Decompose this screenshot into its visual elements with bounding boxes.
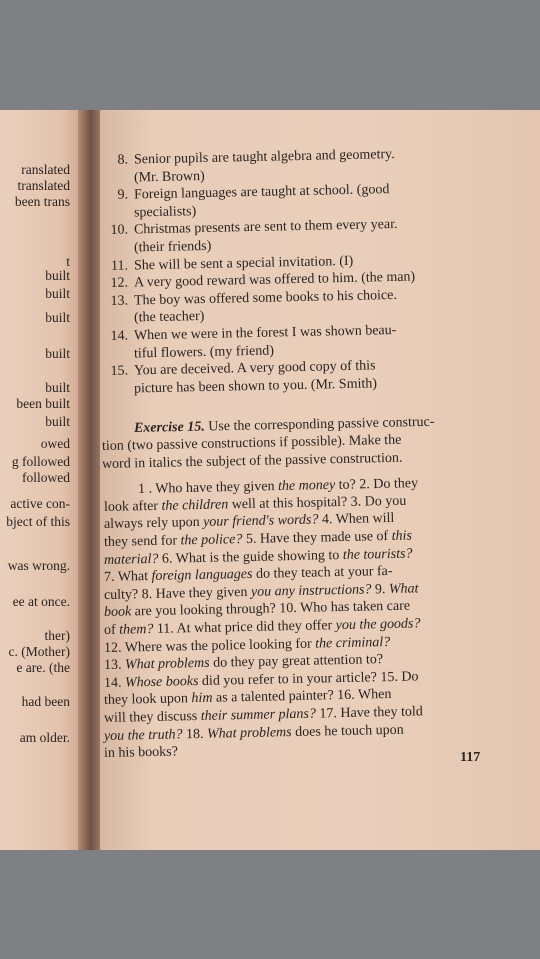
list-item-text: You are deceived. A very good copy of this — [133, 358, 376, 379]
left-page-line: built — [45, 346, 70, 361]
left-page-line: ee at once. — [12, 594, 70, 609]
exercise-italic-text: the money — [277, 478, 336, 495]
exercise-italic-text: the children — [161, 497, 229, 514]
list-item-text: Christmas presents are sent to them every year. — [133, 217, 398, 238]
exercise-text: did you refer to in your article? 15. Do — [198, 669, 419, 689]
exercise-text: 1 . Who have they given — [137, 479, 279, 498]
exercise-italic-text: material? — [103, 551, 159, 568]
exercise-text: culty? 8. Have they given — [103, 584, 252, 603]
left-page-line: built — [45, 310, 70, 325]
left-page — [0, 110, 88, 850]
left-page-line: built — [45, 286, 70, 301]
list-item-continuation — [108, 308, 205, 327]
exercise-italic-text: the police? — [180, 532, 243, 549]
list-item-text: When we were in the forest I was shown beau- — [133, 322, 397, 344]
exercise-italic-text: them? — [119, 621, 154, 638]
exercise-title: Exercise 15. — [133, 419, 205, 437]
list-item-text: picture has been shown to you. (Mr. Smith) — [133, 376, 378, 397]
exercise-text: 14. — [103, 675, 126, 691]
list-item-number: 8. — [117, 152, 129, 168]
list-item-text: The boy was offered some books to his choice. — [133, 287, 398, 309]
list-item-number: 10. — [110, 222, 129, 239]
left-page-line: ranslated — [21, 162, 70, 177]
list-item-number: 9. — [117, 187, 129, 203]
exercise-italic-text: their summer plans? — [200, 706, 317, 724]
exercise-text: 7. What — [103, 569, 152, 586]
exercise-italic-text: this — [391, 528, 413, 544]
right-page — [100, 110, 540, 850]
page-number: 117 — [460, 750, 481, 765]
exercise-italic-text: What — [388, 581, 419, 597]
list-item-continuation — [108, 203, 197, 222]
exercise-italic-text: Whose books — [124, 673, 199, 691]
left-page-line: been trans — [14, 194, 70, 209]
left-page-line: built — [45, 414, 70, 429]
list-item-text: Foreign languages are taught at school. (good — [133, 182, 390, 203]
left-page-line: am older. — [19, 730, 70, 745]
exercise-instruction: word in italics the subject of the passive construction. — [101, 450, 403, 472]
exercise-italic-text: foreign languages — [151, 567, 253, 585]
exercise-italic-text: you the goods? — [335, 616, 421, 634]
book-photo — [0, 110, 540, 850]
exercise-text: in his books? — [103, 744, 179, 762]
left-page-line: built — [45, 268, 70, 283]
exercise-text: as a talented painter? 16. When — [212, 687, 392, 707]
exercise-text: well at this hospital? 3. Do you — [228, 493, 407, 513]
exercise-text: they send for — [103, 533, 181, 550]
exercise-text: they look upon — [103, 691, 192, 709]
exercise-text: 9. — [371, 581, 390, 598]
left-page-line: c. (Mother) — [8, 644, 70, 659]
left-page-line: was wrong. — [7, 558, 70, 573]
exercise-text: 17. Have they told — [315, 704, 423, 722]
exercise-italic-text: him — [191, 691, 213, 707]
left-page-line: been built — [16, 396, 70, 411]
left-page-line: had been — [21, 694, 70, 709]
exercise-italic-text: you the truth? — [103, 726, 183, 744]
list-item-text: specialists) — [133, 203, 197, 221]
left-page-line: ther) — [44, 628, 70, 643]
left-page-line: built — [45, 380, 70, 395]
exercise-text: 12. Where was the police looking for — [103, 636, 316, 656]
exercise-text: are you looking through? 10. Who has taken care — [131, 598, 411, 620]
left-page-line: translated — [17, 178, 70, 193]
list-item-text: Senior pupils are taught algebra and geometry. — [133, 146, 395, 168]
exercise-text: 13. — [103, 657, 126, 674]
exercise-italic-text: the tourists? — [342, 546, 413, 563]
left-page-line: owed — [40, 436, 70, 451]
list-item-text: A very good reward was offered to him. (the man) — [133, 269, 416, 291]
exercise-text: to? 2. Do they — [335, 476, 419, 494]
exercise-instruction: tion (two passive constructions if possible). Make the — [101, 432, 402, 454]
list-item-continuation — [108, 238, 212, 257]
exercise-italic-text: What problems — [124, 655, 210, 673]
left-page-line: t — [66, 254, 70, 269]
exercise-text: always rely upon — [103, 515, 204, 533]
list-item-number: 14. — [110, 328, 129, 344]
list-item-number: 15. — [110, 363, 129, 380]
exercise-text: of — [103, 622, 120, 638]
exercise-text: 6. What is the guide showing to — [158, 547, 344, 567]
exercise-instruction: Use the corresponding passive construc- — [208, 415, 435, 435]
exercise-line — [104, 744, 178, 763]
exercise-text: 11. At what price did they offer — [153, 618, 336, 637]
exercise-text: look after — [103, 498, 162, 515]
list-item-text: (their friends) — [133, 238, 212, 256]
list-item-number: 13. — [110, 293, 129, 309]
exercise-text: will they discuss — [103, 708, 201, 726]
exercise-text: do they pay great attention to? — [209, 652, 384, 671]
left-page-line: bject of this — [6, 514, 70, 529]
list-item-number: 12. — [110, 275, 129, 292]
left-page-line: active con- — [10, 496, 70, 511]
exercise-italic-text: you any instructions? — [250, 582, 372, 600]
exercise-text: 5. Have they made use of — [242, 528, 392, 548]
exercise-text: do they teach at your fa- — [252, 564, 393, 583]
list-item-continuation — [108, 168, 205, 187]
exercise-italic-text: book — [103, 604, 132, 621]
exercise-italic-text: What problems — [206, 724, 292, 742]
exercise-italic-text: the criminal? — [315, 634, 391, 652]
exercise-italic-text: your friend's words? — [202, 512, 319, 531]
list-item-text: tiful flowers. (my friend) — [133, 343, 275, 362]
list-item-number: 11. — [110, 258, 129, 274]
list-item-text: She will be sent a special invitation. (I) — [133, 253, 354, 274]
exercise-text: 4. When will — [318, 511, 395, 528]
left-page-line: followed — [22, 470, 70, 485]
exercise-text: does he touch upon — [291, 722, 404, 740]
left-page-line: g followed — [11, 454, 70, 469]
exercise-text: 18. — [182, 726, 208, 742]
list-item — [108, 146, 395, 169]
left-page-line: e are. (the — [16, 660, 70, 675]
list-item-text: (Mr. Brown) — [133, 168, 205, 186]
list-item-text: (the teacher) — [133, 309, 205, 326]
